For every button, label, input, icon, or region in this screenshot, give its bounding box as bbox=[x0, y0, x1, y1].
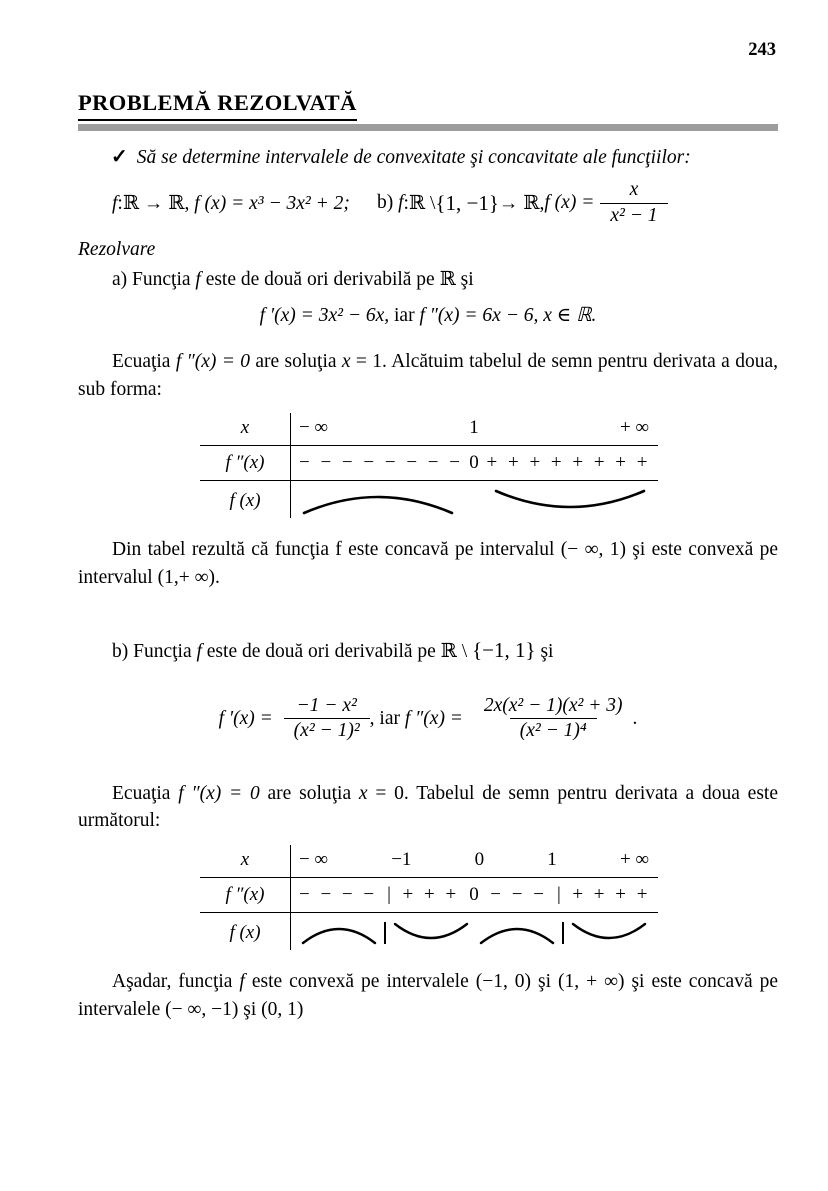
text-fragment: , iar bbox=[369, 707, 405, 729]
plus-signs: + + + + bbox=[572, 884, 649, 906]
row-label: f ″(x) bbox=[225, 884, 265, 906]
sign-table-b bbox=[200, 843, 658, 953]
conclusion-b-paragraph bbox=[78, 968, 778, 1023]
solution-a-intro bbox=[78, 267, 778, 291]
text-fragment: are soluţia bbox=[259, 782, 359, 804]
math-fragment: f (x) = bbox=[544, 192, 595, 213]
math-fragment: f ″(x) = 0 bbox=[178, 782, 260, 804]
separator-bar: | bbox=[387, 884, 391, 906]
set-braces: {1, −1} bbox=[435, 190, 499, 215]
fraction bbox=[600, 180, 667, 226]
text-fragment: Aşadar, funcţia bbox=[112, 971, 240, 993]
text-fragment: :ℝ → ℝ, bbox=[117, 193, 195, 214]
math-fragment: f bbox=[239, 971, 245, 993]
solution-b-intro bbox=[78, 638, 778, 663]
concave-arc bbox=[477, 921, 557, 946]
equation-a-paragraph bbox=[78, 348, 778, 403]
fraction-denominator: x² − 1 bbox=[600, 203, 667, 226]
math-fragment: f ″(x) = 0 bbox=[175, 351, 251, 372]
row-label: x bbox=[240, 417, 250, 439]
row-label: f ″(x) bbox=[225, 452, 265, 474]
fraction-numerator: x bbox=[629, 179, 639, 201]
math-fragment: f ″(x) = 6x − 6, x ∈ ℝ. bbox=[419, 305, 597, 326]
equation-b-paragraph bbox=[78, 780, 778, 835]
text-fragment: b) bbox=[376, 192, 399, 213]
zero-value: 0 bbox=[469, 884, 479, 906]
sign-table-a bbox=[200, 411, 658, 521]
separator-bar: | bbox=[556, 884, 561, 906]
fraction-denominator: (x² − 1)² bbox=[284, 718, 370, 741]
row-values bbox=[290, 921, 658, 946]
plus-signs: + + + + + + + + bbox=[486, 452, 649, 474]
section-title: PROBLEMĂ REZOLVATĂ bbox=[78, 90, 357, 121]
concave-arc bbox=[299, 488, 457, 515]
x-value: 1 bbox=[469, 417, 479, 439]
table-vertical-divider bbox=[290, 413, 291, 518]
text-fragment: = 1. Alcătuim tabelul de semn pentru derivata a doua, sub forma: bbox=[78, 351, 778, 400]
derivatives-equation-a bbox=[78, 303, 778, 327]
checkmark-icon: ✓ bbox=[111, 146, 128, 168]
math-fragment: f bbox=[196, 640, 202, 662]
convex-arc bbox=[391, 921, 471, 946]
text-fragment: Ecuaţia bbox=[112, 782, 179, 804]
convex-arc bbox=[569, 921, 649, 946]
text-fragment: este de două ori derivabilă pe ℝ şi bbox=[200, 269, 474, 290]
separator-bar bbox=[384, 922, 386, 944]
header-divider-bar bbox=[78, 124, 778, 131]
math-fragment: f bbox=[195, 269, 201, 290]
problem-statement-line bbox=[78, 144, 778, 169]
x-value: −1 bbox=[391, 849, 412, 871]
minus-signs: − − − bbox=[490, 884, 546, 906]
text-fragment: este de două ori derivabilă pe ℝ \ bbox=[201, 640, 473, 662]
x-value: + ∞ bbox=[619, 417, 649, 439]
row-label: x bbox=[240, 849, 250, 871]
text-fragment: iar bbox=[389, 305, 420, 326]
math-fragment: f bbox=[398, 192, 404, 213]
derivatives-equation-b bbox=[78, 679, 778, 759]
text-fragment: a) Funcţia bbox=[112, 269, 196, 290]
math-fragment: x bbox=[358, 782, 368, 804]
concave-arc bbox=[299, 921, 379, 946]
fraction-numerator: −1 − x² bbox=[296, 694, 357, 716]
math-fragment: f ′(x) = bbox=[218, 707, 278, 729]
fraction bbox=[284, 696, 370, 742]
table-row-x bbox=[200, 843, 658, 877]
text-fragment: . bbox=[632, 707, 638, 729]
text-fragment: b) Funcţia bbox=[112, 640, 197, 662]
text-fragment: → ℝ, bbox=[498, 193, 545, 214]
table-row-x bbox=[200, 411, 658, 445]
text-fragment: şi bbox=[535, 640, 554, 662]
x-value: + ∞ bbox=[619, 849, 649, 871]
table-vertical-divider bbox=[290, 845, 291, 950]
problem-functions bbox=[78, 174, 778, 232]
row-values bbox=[290, 488, 658, 515]
math-fragment: f ″(x) = bbox=[404, 707, 468, 729]
row-values bbox=[290, 884, 658, 906]
page-content bbox=[78, 0, 778, 1024]
math-fragment: x bbox=[341, 351, 351, 372]
conclusion-a-paragraph: Din tabel rezultă că funcţia f este concavă pe intervalul (− ∞, 1) şi este convexă pe intervalul (1,+ ∞). bbox=[78, 539, 778, 589]
row-label: f (x) bbox=[229, 922, 261, 944]
minus-signs: − − − − bbox=[299, 884, 376, 906]
section-header bbox=[78, 90, 778, 131]
text-fragment: are soluţia bbox=[250, 351, 342, 372]
fraction-numerator: 2x(x² − 1)(x² + 3) bbox=[483, 694, 623, 716]
math-fragment: f (x) = x³ − 3x² + 2; bbox=[194, 193, 350, 214]
x-value: − ∞ bbox=[299, 417, 329, 439]
solution-heading: Rezolvare bbox=[78, 239, 156, 260]
separator-bar bbox=[562, 922, 564, 944]
minus-signs: − − − − − − − − bbox=[299, 452, 462, 474]
function-b-definition bbox=[377, 180, 668, 226]
table-row-function bbox=[200, 481, 658, 521]
row-values bbox=[290, 849, 658, 871]
row-label: f (x) bbox=[229, 490, 261, 512]
plus-signs: + + + bbox=[402, 884, 458, 906]
x-value: − ∞ bbox=[299, 849, 329, 871]
row-values bbox=[290, 417, 658, 439]
text-fragment: = 0. Tabelul de semn pentru derivata a doua este următorul: bbox=[78, 782, 778, 832]
fraction-denominator: (x² − 1)⁴ bbox=[510, 718, 597, 741]
math-fragment: f ′(x) = 3x² − 6x, bbox=[259, 305, 390, 326]
table-row-function bbox=[200, 913, 658, 953]
table-row-second-derivative bbox=[200, 446, 658, 480]
math-fragment: f bbox=[112, 193, 118, 214]
text-fragment: Ecuaţia bbox=[112, 351, 176, 372]
x-value: 0 bbox=[474, 849, 485, 871]
zero-value: 0 bbox=[469, 452, 479, 474]
fraction bbox=[474, 696, 633, 742]
table-row-second-derivative bbox=[200, 878, 658, 912]
convex-arc bbox=[491, 488, 649, 515]
problem-statement: Să se determine intervalele de convexitate şi concavitate ale funcţiilor: bbox=[136, 147, 691, 168]
set-braces: {−1, 1} bbox=[472, 637, 536, 662]
function-a-definition bbox=[112, 191, 350, 215]
text-fragment: :ℝ \ bbox=[403, 193, 436, 214]
x-value: 1 bbox=[547, 849, 557, 871]
row-values bbox=[290, 452, 658, 474]
page-number: 243 bbox=[748, 40, 776, 60]
text-fragment: este convexă pe intervalele (−1, 0) şi (1, + ∞) şi este concavă pe intervalele (− ∞, −1) şi (0, 1) bbox=[78, 971, 778, 1020]
